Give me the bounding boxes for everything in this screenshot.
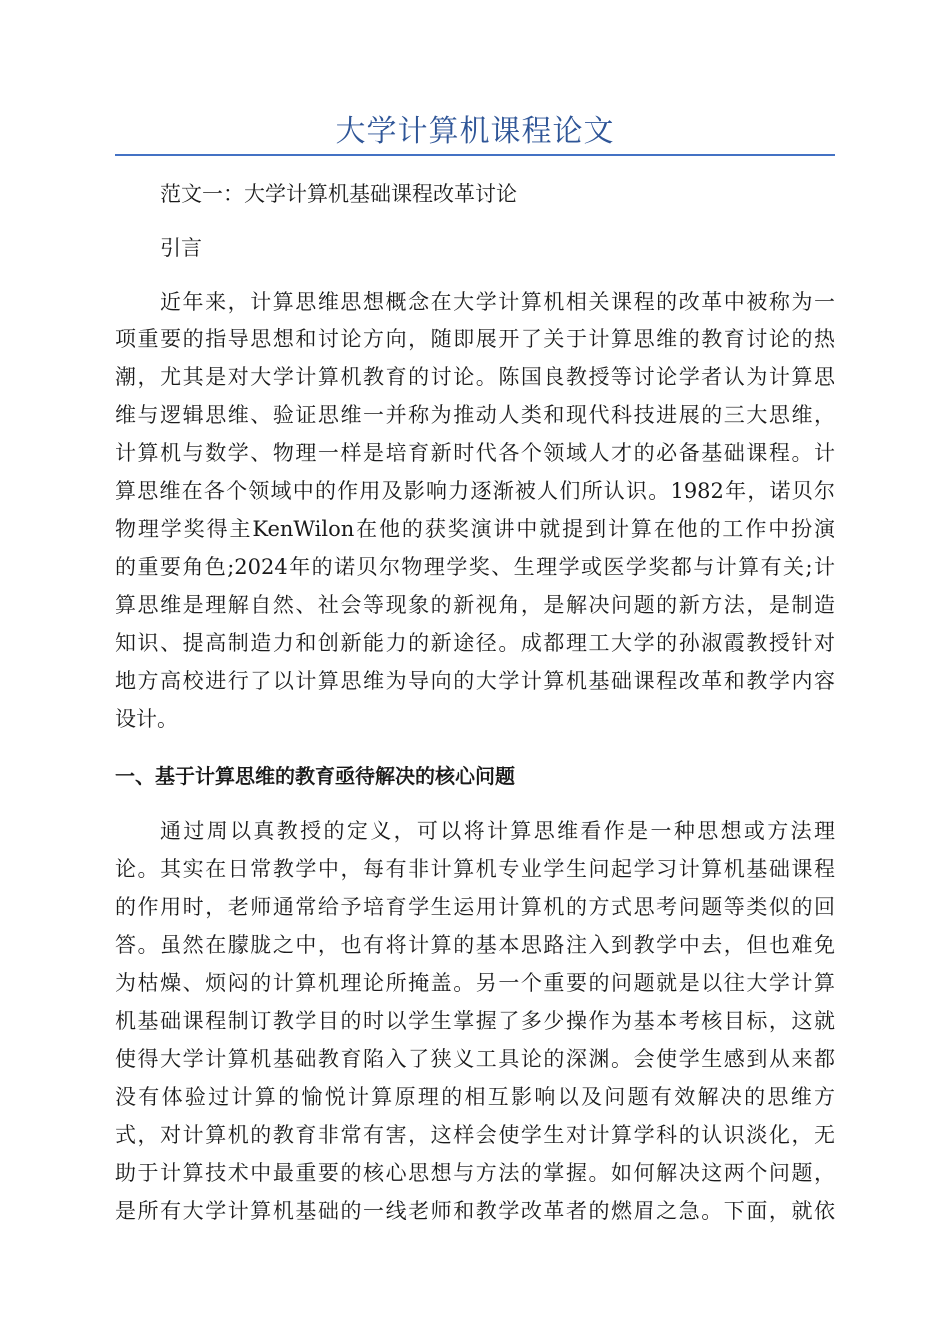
paragraph-line: 论。其实在日常教学中，每有非计算机专业学生问起学习计算机基础课程 [115,857,835,881]
section-heading: 一、基于计算思维的教育亟待解决的核心问题 [115,764,515,788]
paragraph-line: 是所有大学计算机基础的一线老师和教学改革者的燃眉之急。下面，就依 [115,1199,835,1223]
paragraph-line: 计算机与数学、物理一样是培育新时代各个领域人才的必备基础课程。计 [115,441,835,465]
paragraph-line: 地方高校进行了以计算思维为导向的大学计算机基础课程改革和教学内容 [115,669,835,693]
paragraph-line: 算思维是理解自然、社会等现象的新视角，是解决问题的新方法，是制造 [115,593,835,617]
title-underline [115,154,835,156]
paragraph-line: 的重要角色;2024年的诺贝尔物理学奖、生理学或医学奖都与计算有关;计 [115,555,835,579]
paragraph-line: 式，对计算机的教育非常有害，这样会使学生对计算学科的认识淡化，无 [115,1123,835,1147]
paragraph-line: 答。虽然在朦胧之中，也有将计算的基本思路注入到教学中去，但也难免 [115,933,835,957]
paragraph-line: 设计。 [115,707,178,731]
paragraph-line: 通过周以真教授的定义，可以将计算思维看作是一种思想或方法理 [160,819,835,843]
subtitle: 范文一：大学计算机基础课程改革讨论 [160,182,517,206]
paragraph-line: 助于计算技术中最重要的核心思想与方法的掌握。如何解决这两个问题， [115,1161,835,1185]
document-title: 大学计算机课程论文 [335,114,615,149]
paragraph-line: 的作用时，老师通常给予培育学生运用计算机的方式思考问题等类似的回 [115,895,835,919]
paragraph-line: 机基础课程制订教学目的时以学生掌握了多少操作为基本考核目标，这就 [115,1009,835,1033]
paragraph-line: 知识、提高制造力和创新能力的新途径。成都理工大学的孙淑霞教授针对 [115,631,835,655]
paragraph-line: 物理学奖得主KenWilon在他的获奖演讲中就提到计算在他的工作中扮演 [115,517,835,541]
paragraph-line: 维与逻辑思维、验证思维一并称为推动人类和现代科技进展的三大思维， [115,403,835,427]
paragraph-line: 潮，尤其是对大学计算机教育的讨论。陈国良教授等讨论学者认为计算思 [115,365,835,389]
intro-heading: 引言 [160,236,202,260]
paragraph-line: 算思维在各个领域中的作用及影响力逐渐被人们所认识。1982年，诺贝尔 [115,479,835,503]
paragraph-line: 项重要的指导思想和讨论方向，随即展开了关于计算思维的教育讨论的热 [115,327,835,351]
paragraph-line: 为枯燥、烦闷的计算机理论所掩盖。另一个重要的问题就是以往大学计算 [115,971,835,995]
paragraph-line: 没有体验过计算的愉悦计算原理的相互影响以及问题有效解决的思维方 [115,1085,835,1109]
paragraph-line: 使得大学计算机基础教育陷入了狭义工具论的深渊。会使学生感到从来都 [115,1047,835,1071]
paragraph-line: 近年来，计算思维思想概念在大学计算机相关课程的改革中被称为一 [160,290,835,314]
